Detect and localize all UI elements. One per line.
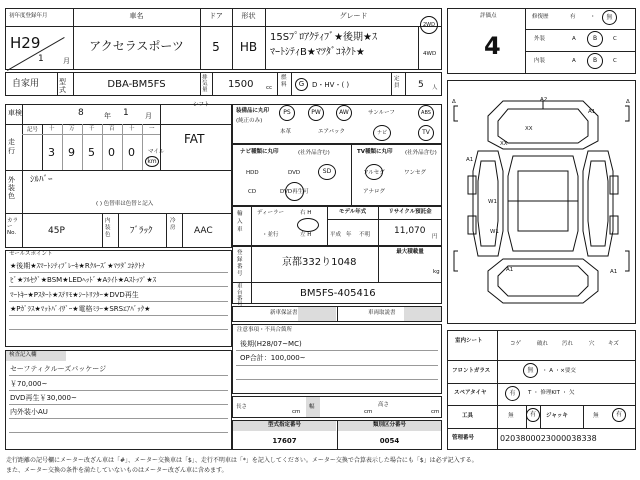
repair-no-circle: 無 (602, 10, 617, 25)
diagram-mark-right: Δ (626, 99, 630, 105)
airbag-label: エアバック (318, 129, 346, 135)
options-line-2: ￥70,000~ (10, 380, 48, 388)
car-name: アクセラスポーツ (89, 39, 184, 53)
spare-options: T ・ 修理KIT ・ 欠 (528, 390, 575, 396)
mileage-label: 走行 (8, 138, 15, 155)
displacement: 1500 (228, 79, 254, 90)
equip-navi-circle: ナビ (373, 125, 391, 141)
inspection-year-unit: 年 (104, 112, 111, 120)
tv-fullseg: フルセグ (363, 170, 385, 176)
seat-label: 室内シート (455, 338, 483, 344)
navi-dvd-play: DVD再生可 (280, 189, 309, 195)
model-year-era: 平成 (330, 232, 342, 238)
mileage-unit-header: 一 (149, 126, 155, 132)
model-year-unit: 年 (346, 232, 352, 238)
damage-a1-rear: A1 (610, 269, 618, 275)
interior-a: A (572, 58, 576, 64)
class-no-label: 類別区分番号 (372, 422, 406, 428)
sales-line-1: ★後期★ｽﾏｰﾄｼﾃｨﾌﾞﾚｰｷ★Rｸﾙｰｽﾞ★ﾏﾂﾀﾞｺﾈｸﾄﾅ (10, 262, 145, 270)
glass-none-circle: 無 (523, 363, 538, 378)
sales-line-2: ﾋﾞ★ﾌﾙｾｸﾞ★BSM★LEDﾍｯﾄﾞ★Aﾗｲﾄ★Aｽﾄｯﾌﾟ★ｽ (10, 276, 157, 284)
options-line-3: DVD再生￥30,000~ (10, 394, 77, 402)
equip-aw-circle: AW (336, 105, 352, 121)
mileage-unit-header: 十 (49, 126, 55, 132)
cc-unit: cc (266, 85, 273, 91)
model-code: DBA-BM5FS (107, 79, 166, 90)
equip-pw-circle: PW (308, 105, 324, 121)
grade-line1: 15Sﾌﾟﾛｱｸﾃｨﾌﾞ★後期★ｽ (270, 32, 378, 43)
capacity-unit: 人 (432, 85, 438, 91)
equip-abs-circle: ABS (418, 105, 434, 121)
mileage-unit-header: 万 (69, 126, 75, 132)
tools-label: 工具 (462, 413, 474, 419)
tv-fullseg-circle (365, 164, 383, 180)
capacity-label: 定員 (394, 76, 400, 89)
import-dealer: ディーラー (257, 210, 285, 216)
jack-label: ジャッキ (546, 413, 568, 419)
interior-label: 内装 (534, 58, 546, 64)
sales-line-3: ﾏｰﾄｷｰ★Pｽﾀｰﾄ★ｽﾃﾘﾓ★ｼｰﾄﾘﾌﾀｰ★DVD再生 (10, 291, 139, 299)
tv-title: TV種類に丸印 (357, 149, 393, 155)
length-unit: cm (292, 409, 301, 415)
mgmt-label: 管理番号 (452, 435, 475, 441)
navi-title: ナビ種類に丸印 (240, 149, 279, 155)
ac: AAC (194, 226, 213, 236)
leather-label: 本革 (280, 129, 292, 135)
interior-c: C (613, 58, 617, 64)
spare-label: スペアタイヤ (454, 390, 487, 396)
fuel-label: 燃料 (281, 75, 287, 88)
dimensions-box (232, 396, 442, 418)
shift-label: シフト (193, 102, 210, 108)
seat-koge: コゲ (510, 341, 522, 347)
damage-xx-1: XX (525, 126, 533, 132)
first-reg-month: 1 (38, 54, 44, 64)
damage-w1-1: W1 (488, 199, 497, 205)
glass-label: フロントガラス (452, 368, 491, 374)
notes-line-1: 後期(H28/07~MC) (240, 340, 302, 348)
import-right: 右 H (300, 210, 312, 216)
inspection-year: 8 (78, 108, 84, 118)
first-reg-era: H29 (10, 34, 41, 52)
tv-oneseg: ワンセグ (404, 170, 427, 176)
color-label: 外装色 (8, 176, 15, 200)
import-parallel: ・並行 (262, 232, 279, 238)
options-label: 検査記入欄 (9, 352, 37, 358)
manual-label: 車両取説書 (368, 310, 396, 316)
color-change-note: ( ) 色替車は色替と記入 (96, 201, 154, 207)
warranty-label: 新車保証書 (270, 310, 298, 316)
sunroof-label: サンルーフ (368, 110, 395, 116)
fuel-options: D・HV・( ) (312, 81, 350, 89)
navi-cd: CD (248, 189, 257, 195)
grade-label: グレード (339, 12, 368, 20)
exterior-c: C (613, 36, 617, 42)
door-label: ドア (209, 12, 223, 20)
damage-w1-2: W1 (490, 229, 499, 235)
mileage-unit-header: 十 (129, 126, 135, 132)
tv-analog: アナログ (363, 189, 386, 195)
type-no-label: 型式指定番号 (267, 422, 301, 428)
exterior-b-circle: B (587, 31, 603, 47)
type-label: 型式 (59, 78, 66, 94)
exterior-label: 外装 (534, 36, 546, 42)
inspection-month-unit: 月 (145, 112, 152, 120)
damage-a1-top: A1 (588, 109, 596, 115)
navi-dvd-play-circle (285, 182, 304, 201)
ac-label: 冷房 (170, 218, 176, 231)
drive-2wd-circle: 2WD (420, 16, 438, 34)
car-name-label: 車名 (129, 12, 144, 20)
registration-label: 登録番号 (237, 250, 243, 277)
mileage-digit: 3 (48, 146, 55, 159)
jack-yes-circle: 有 (612, 408, 626, 422)
score: 4 (484, 32, 501, 60)
repair-yes: 有 (570, 14, 576, 20)
class-no: 0054 (379, 437, 400, 445)
navi-sub: (社外品含む) (298, 150, 330, 156)
mile-label: マイル (148, 149, 165, 155)
navi-sd-circle: SD (318, 164, 336, 180)
import-right-circle (297, 218, 319, 232)
doors: 5 (212, 40, 220, 54)
damage-xx-2: XX (500, 141, 508, 147)
mileage-unit-header: 百 (109, 126, 115, 132)
exterior-a: A (572, 36, 576, 42)
chassis-number: BM5FS-405416 (300, 288, 376, 299)
color-value: ｼﾙﾊﾞｰ (30, 175, 53, 185)
usage: 自家用 (12, 79, 40, 89)
interior-color: ﾌﾞﾗｯｸ (130, 226, 153, 236)
options-line-1: セーフティクルーズパッケージ (10, 365, 107, 373)
options-line-4: 内外装小AU (10, 408, 48, 416)
width-label: 幅 (309, 404, 315, 410)
mileage-symbol-label: 記号 (27, 127, 39, 133)
score-label: 評価点 (480, 13, 497, 19)
recycle-unit: 円 (432, 234, 438, 240)
damage-a1-left: A1 (466, 157, 474, 163)
seat-yogore: 汚れ (562, 341, 574, 347)
equipment-sub: (純正のみ) (236, 118, 263, 124)
mileage-unit-header: 千 (89, 126, 95, 132)
seat-yabure: 破れ (537, 341, 549, 347)
tools-yes-circle: 有 (526, 408, 540, 422)
color-code-label: カラーNo. (7, 218, 19, 236)
seat-ana: 穴 (589, 341, 595, 347)
repair-label: 修復歴 (532, 14, 549, 20)
jack-value: 無 (593, 413, 599, 419)
seat-kizu: キズ (608, 341, 619, 347)
first-reg-label: 初年度登録年月 (9, 13, 48, 19)
type-no: 17607 (272, 437, 297, 445)
grade-line2: ﾏｰﾄｼﾃｨB★ﾏﾂﾀﾞｺﾈｸﾄ★ (270, 47, 365, 58)
footer-line-1: 走行距離の記号欄にメーター改ざん車は「#」、メーター交換車は「$」、走行不明車は「*」を記入してください。メーター交換で合算表示した場合にも「$」は必ず記入する。 (6, 457, 478, 464)
capacity: 5 (418, 80, 424, 90)
model-year-label: モデル年式 (338, 209, 367, 215)
notes-label: 注意事項・不具合箇所 (237, 327, 293, 333)
equip-tv-circle: TV (418, 125, 434, 141)
equip-ps-circle: PS (279, 105, 295, 121)
tv-sub: (社外品含む) (405, 150, 437, 156)
damage-a1-bottom: A1 (506, 267, 514, 273)
mgmt-number: 0203800023000038338 (500, 434, 597, 443)
interior-b-circle: B (587, 53, 603, 69)
equipment-label: 装備品に丸印 (236, 108, 270, 114)
displacement-label: 排気量 (202, 75, 208, 93)
mileage-digit: 5 (88, 146, 95, 159)
tools-value: 無 (508, 413, 514, 419)
shape: HB (239, 40, 258, 54)
color-code: 45P (48, 226, 65, 236)
fuel-g-circle: G (295, 78, 308, 91)
navi-dvd: DVD (288, 170, 301, 176)
car-damage-diagram (448, 81, 635, 323)
max-load-label: 最大積載量 (396, 249, 424, 255)
sales-label: セールスポイント (9, 251, 53, 257)
km-circle: km (145, 156, 159, 167)
diagram-mark-left: Δ (452, 99, 456, 105)
navi-hdd: HDD (246, 170, 259, 176)
interior-color-label: 内装色 (105, 218, 111, 238)
damage-a2: A2 (540, 97, 548, 103)
import-label: 輸入車 (237, 211, 243, 233)
shape-label: 形状 (241, 12, 256, 20)
mileage-digit: 9 (68, 146, 75, 159)
repair-sep: ・ (590, 14, 596, 20)
inspection-label: 車検 (8, 109, 22, 117)
chassis-label: 車台番号 (237, 284, 243, 308)
footer-line-2: また、メーター交換の条件を満たしていないものはメーター改ざん車に含めます。 (6, 467, 228, 474)
first-reg-month-unit: 月 (63, 57, 70, 65)
row2-table (5, 72, 442, 96)
import-left: 左 H (300, 232, 312, 238)
shift: FAT (184, 132, 205, 146)
width-unit: cm (364, 409, 373, 415)
recycle-label: リサイクル預託金 (388, 209, 432, 215)
recycle-amount: 11,070 (394, 226, 426, 236)
mileage-digit: 0 (108, 146, 115, 159)
drive-4wd: 4WD (423, 51, 437, 57)
glass-options: ・ A ・×要交 (542, 368, 576, 374)
height-unit: cm (431, 409, 440, 415)
plate-number: 京都332り1048 (282, 257, 357, 268)
sales-line-4: ★Pｶﾞﾗｽ★ﾏｯﾄﾊﾞｲｻﾞｰ★電格ﾐﾗｰ★SRSｴｱﾊﾞｯｸ★ (10, 305, 151, 313)
spare-yes-circle: 有 (505, 386, 520, 401)
notes-line-2: OP合計：100,000~ (240, 354, 306, 362)
length-label: 長さ (236, 404, 248, 410)
mileage-digit: 0 (128, 146, 135, 159)
max-load-unit: kg (433, 269, 440, 275)
height-label: 高さ (378, 402, 390, 408)
inspection-month: 1 (123, 108, 129, 118)
model-year-unknown: 不明 (359, 232, 371, 238)
